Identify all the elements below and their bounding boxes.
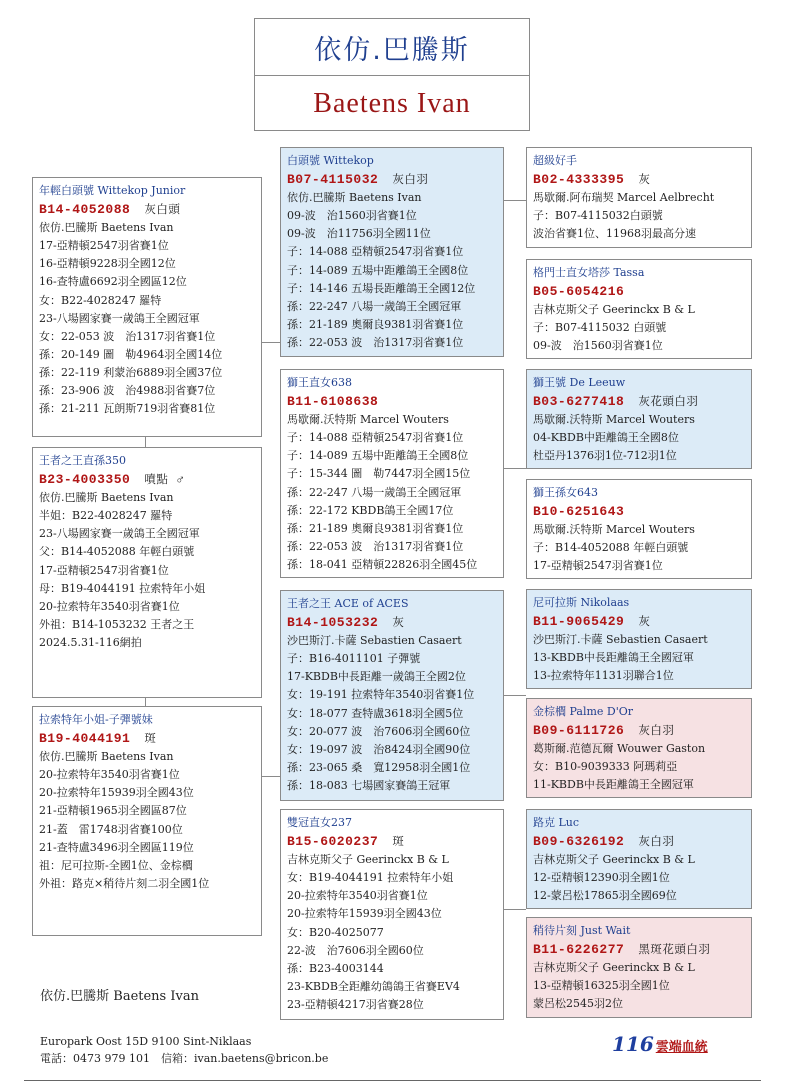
info-line: 13-亞精頓16325羽全國1位 bbox=[533, 979, 670, 993]
bird-color: 黑斑花頭白羽 bbox=[638, 942, 711, 957]
info-line: 孫：22-053 波 治1317羽省賽1位 bbox=[287, 539, 464, 553]
info-line: 孫：B23-4003144 bbox=[287, 961, 384, 975]
logo-text: 雲端血統 bbox=[655, 1040, 708, 1055]
owner-name: 依仿.巴騰斯 Baetens Ivan bbox=[40, 989, 199, 1004]
footer-contact bbox=[40, 1033, 328, 1067]
brand-logo bbox=[612, 1032, 708, 1056]
bird-color: 斑 bbox=[144, 731, 157, 746]
info-line: 依仿.巴騰斯 Baetens Ivan bbox=[39, 221, 174, 235]
info-line: 半姐：B22-4028247 羅特 bbox=[39, 509, 173, 523]
connector-dd-parents bbox=[504, 909, 526, 910]
info-line: 20-拉索特年15939羽全國43位 bbox=[39, 786, 194, 800]
info-line: 馬歇爾.沃特斯 Marcel Wouters bbox=[533, 523, 695, 537]
bird-color: 灰白羽 bbox=[638, 834, 675, 849]
pedigree-dsd-box bbox=[526, 698, 752, 798]
info-line: 2024.5.31-116網拍 bbox=[39, 635, 142, 649]
info-line: 女：18-077 查特盧3618羽全國5位 bbox=[287, 706, 464, 720]
info-line: 孫：23-065 桑 寬12958羽全國1位 bbox=[287, 760, 471, 774]
info-line: 波治省賽1位、11968羽最高分速 bbox=[533, 227, 696, 241]
ring-number: B19-4044191 bbox=[39, 731, 131, 747]
bird-name: 獅王直女638 bbox=[287, 376, 352, 389]
bird-name: 超級好手 bbox=[533, 154, 577, 167]
pedigree-sds-box bbox=[526, 369, 752, 469]
info-line: 外祖：路克×稍待片刻二羽全國1位 bbox=[39, 876, 210, 890]
pedigree-dam-dam-box bbox=[280, 809, 504, 1020]
bird-name: 王者之王 ACE of ACES bbox=[287, 597, 409, 610]
bird-color: 斑 bbox=[392, 834, 405, 849]
ring-number: B09-6111726 bbox=[533, 723, 625, 739]
info-line: 子：B14-4052088 年輕白頭號 bbox=[533, 541, 689, 555]
info-line: 子：B07-4115032 白頭號 bbox=[533, 321, 667, 335]
ring-number: B09-6326192 bbox=[533, 834, 625, 850]
info-line: 子：15-344 圖 勒7447羽全國15位 bbox=[287, 467, 471, 481]
ring-number: B11-6108638 bbox=[287, 394, 379, 410]
info-line: 23-KBDB全距離幼鴿鴿王省賽EV4 bbox=[287, 979, 460, 993]
info-line: 09-波 治11756羽全國11位 bbox=[287, 227, 431, 241]
pedigree-dam-sire-box bbox=[280, 590, 504, 801]
logo-number: 116 bbox=[612, 1032, 654, 1056]
title-box bbox=[254, 18, 530, 131]
info-line: 17-KBDB中長距離一歲鴿王全國2位 bbox=[287, 670, 466, 684]
info-line: 祖：尼可拉斯-全國1位、金棕櫚 bbox=[39, 858, 193, 872]
info-line: 杜亞丹1376羽1位-712羽1位 bbox=[533, 449, 677, 463]
bird-color: 灰 bbox=[638, 172, 651, 187]
bird-color: 灰白頭 bbox=[144, 202, 181, 217]
pedigree-ssd-box bbox=[526, 259, 752, 359]
info-line: 沙巴斯汀.卡薩 Sebastien Casaert bbox=[287, 634, 462, 648]
info-line: 17-亞精頓2547羽省賽1位 bbox=[39, 239, 169, 253]
ring-number: B15-6020237 bbox=[287, 834, 379, 850]
info-line: 21-查特盧3496羽全國區119位 bbox=[39, 840, 194, 854]
info-line: 女：19-097 波 治8424羽全國90位 bbox=[287, 742, 471, 756]
pedigree-dam-box bbox=[32, 706, 262, 936]
ring-number: B14-1053232 bbox=[287, 615, 379, 631]
info-line: 孫：22-172 KBDB鴿王全國17位 bbox=[287, 503, 454, 517]
ring-number: B11-9065429 bbox=[533, 614, 625, 630]
info-line: 子：14-146 五場長距離鴿王全國12位 bbox=[287, 281, 476, 295]
info-line: 04-KBDB中距離鴿王全國8位 bbox=[533, 431, 679, 445]
info-line: 13-拉索特年1131羽聯合1位 bbox=[533, 669, 674, 683]
info-line: 23-八場國家賽一歲鴿王全國冠軍 bbox=[39, 311, 200, 325]
info-line: 16-查特盧6692羽全國區12位 bbox=[39, 275, 187, 289]
bird-color: 灰花頭白羽 bbox=[638, 394, 699, 409]
connector-sd-parents bbox=[504, 468, 526, 469]
info-line: 外祖：B14-1053232 王者之王 bbox=[39, 617, 195, 631]
ring-number: B11-6226277 bbox=[533, 942, 625, 958]
info-line: 17-亞精頓2547羽省賽1位 bbox=[39, 563, 169, 577]
bird-name: 白頭號 Wittekop bbox=[287, 154, 374, 167]
info-line: 吉林克斯父子 Geerinckx B & L bbox=[287, 853, 449, 867]
pedigree-dds-box bbox=[526, 809, 752, 909]
pedigree-ddd-box bbox=[526, 917, 752, 1018]
info-line: 子：14-089 五場中距離鴿王全國8位 bbox=[287, 263, 469, 277]
info-line: 子：B07-4115032白頭號 bbox=[533, 209, 663, 223]
connector-ds-parents bbox=[504, 695, 526, 696]
info-line: 孫：21-189 奧爾良9381羽省賽1位 bbox=[287, 317, 464, 331]
bird-color: 噴點 bbox=[144, 472, 169, 487]
bird-color: 灰白羽 bbox=[638, 723, 675, 738]
info-line: 依仿.巴騰斯 Baetens Ivan bbox=[287, 191, 422, 205]
info-line: 孫：18-083 七場國家賽鴿王冠軍 bbox=[287, 778, 451, 792]
info-line: 依仿.巴騰斯 Baetens Ivan bbox=[39, 491, 174, 505]
info-line: 女：22-053 波 治1317羽省賽1位 bbox=[39, 329, 216, 343]
bird-name: 尼可拉斯 Nikolaas bbox=[533, 596, 630, 609]
info-line: 孫：21-211 瓦朗斯719羽省賽81位 bbox=[39, 402, 216, 416]
ring-number: B02-4333395 bbox=[533, 172, 625, 188]
info-line: 13-KBDB中長距離鴿王全國冠軍 bbox=[533, 651, 694, 665]
info-line: 母：B19-4044191 拉索特年小姐 bbox=[39, 581, 206, 595]
bird-name: 獅王孫女643 bbox=[533, 486, 598, 499]
info-line: 女：B19-4044191 拉索特年小姐 bbox=[287, 871, 454, 885]
info-line: 20-拉索特年3540羽省賽1位 bbox=[39, 599, 180, 613]
info-line: 21-亞精頓1965羽全國區87位 bbox=[39, 804, 187, 818]
pedigree-mate-box bbox=[32, 447, 262, 698]
bird-name: 獅王號 De Leeuw bbox=[533, 376, 626, 389]
info-line: 12-亞精頓12390羽全國1位 bbox=[533, 871, 670, 885]
info-line: 孫：20-149 圖 勒4964羽全國14位 bbox=[39, 347, 223, 361]
info-line: 子：14-088 亞精頓2547羽省賽1位 bbox=[287, 245, 464, 259]
info-line: 09-波 治1560羽省賽1位 bbox=[287, 209, 417, 223]
pedigree-sire-dam-box bbox=[280, 369, 504, 578]
pedigree-dss-box bbox=[526, 589, 752, 689]
bottom-divider bbox=[24, 1080, 761, 1081]
ring-number: B03-6277418 bbox=[533, 394, 625, 410]
connector-subject-parents bbox=[262, 342, 280, 343]
bird-color: 灰白羽 bbox=[392, 172, 429, 187]
connector-ss-parents bbox=[504, 200, 526, 201]
bird-name: 年輕白頭號 Wittekop Junior bbox=[39, 184, 186, 197]
info-line: 葛斯爾.范德瓦爾 Wouwer Gaston bbox=[533, 742, 706, 756]
bird-name: 王者之王直孫350 bbox=[39, 454, 126, 467]
info-line: 20-拉索特年3540羽省賽1位 bbox=[39, 768, 180, 782]
info-line: 孫：23-906 波 治4988羽省賽7位 bbox=[39, 384, 216, 398]
bird-color: 灰 bbox=[392, 615, 405, 630]
footer-phone-email: 電話：0473 979 101 信箱：ivan.baetens@bricon.be bbox=[40, 1052, 329, 1065]
info-line: 吉林克斯父子 Geerinckx B & L bbox=[533, 853, 695, 867]
info-line: 馬歇爾.沃特斯 Marcel Wouters bbox=[533, 413, 695, 427]
info-line: 17-亞精頓2547羽省賽1位 bbox=[533, 559, 663, 573]
connector-mate-dam bbox=[145, 698, 146, 706]
bird-name: 路克 Luc bbox=[533, 816, 580, 829]
ring-number: B07-4115032 bbox=[287, 172, 379, 188]
info-line: 女：B10-9039333 阿瑪莉亞 bbox=[533, 760, 678, 774]
bird-color: 灰 bbox=[638, 614, 651, 629]
bird-name: 金棕櫚 Palme D'Or bbox=[533, 705, 634, 718]
info-line: 22-波 治7606羽全國60位 bbox=[287, 943, 424, 957]
bird-name: 拉索特年小姐-子彈號妹 bbox=[39, 713, 153, 726]
ring-number: B10-6251643 bbox=[533, 504, 625, 520]
info-line: 依仿.巴騰斯 Baetens Ivan bbox=[39, 750, 174, 764]
ring-number: B23-4003350 bbox=[39, 472, 131, 488]
pedigree-subject-box bbox=[32, 177, 262, 437]
info-line: 子：14-089 五場中距離鴿王全國8位 bbox=[287, 449, 469, 463]
title-english: Baetens Ivan bbox=[313, 87, 471, 119]
info-line: 子：B16-4011101 子彈號 bbox=[287, 652, 421, 666]
info-line: 09-波 治1560羽省賽1位 bbox=[533, 339, 663, 353]
pedigree-sire-sire-box bbox=[280, 147, 504, 357]
info-line: 21-蓋 雷1748羽省賽100位 bbox=[39, 822, 183, 836]
bird-name: 雙冠直女237 bbox=[287, 816, 352, 829]
info-line: 沙巴斯汀.卡薩 Sebastien Casaert bbox=[533, 633, 708, 647]
info-line: 20-拉索特年3540羽省賽1位 bbox=[287, 889, 428, 903]
info-line: 20-拉索特年15939羽全國43位 bbox=[287, 907, 442, 921]
info-line: 16-亞精頓9228羽全國12位 bbox=[39, 257, 176, 271]
info-line: 23-亞精頓4217羽省賽28位 bbox=[287, 997, 424, 1011]
title-chinese: 依仿.巴騰斯 bbox=[314, 34, 470, 66]
info-line: 女：B20-4025077 bbox=[287, 925, 384, 939]
pedigree-sdd-box bbox=[526, 479, 752, 579]
info-line: 女：19-191 拉索特年3540羽省賽1位 bbox=[287, 688, 475, 702]
info-line: 蒙呂松2545羽2位 bbox=[533, 997, 623, 1011]
info-line: 孫：22-053 波 治1317羽省賽1位 bbox=[287, 335, 464, 349]
info-line: 吉林克斯父子 Geerinckx B & L bbox=[533, 961, 695, 975]
ring-number: B14-4052088 bbox=[39, 202, 131, 218]
info-line: 女：20-077 波 治7606羽全國60位 bbox=[287, 724, 471, 738]
info-line: 孫：22-119 利蒙治6889羽全國37位 bbox=[39, 365, 223, 379]
connector-subject-mate bbox=[145, 437, 146, 447]
info-line: 孫：22-247 八場一歲鴿王全國冠軍 bbox=[287, 485, 462, 499]
info-line: 12-蒙呂松17865羽全國69位 bbox=[533, 889, 677, 903]
bird-name: 稍待片刻 Just Wait bbox=[533, 924, 631, 937]
ring-number: B05-6054216 bbox=[533, 284, 625, 300]
info-line: 孫：21-189 奧爾良9381羽省賽1位 bbox=[287, 521, 464, 535]
info-line: 吉林克斯父子 Geerinckx B & L bbox=[533, 303, 695, 317]
info-line: 孫：22-247 八場一歲鴿王全國冠軍 bbox=[287, 299, 462, 313]
male-sex-icon: ♂ bbox=[176, 472, 185, 488]
pedigree-sss-box bbox=[526, 147, 752, 248]
info-line: 馬歇爾.阿布瑞契 Marcel Aelbrecht bbox=[533, 191, 715, 205]
info-line: 11-KBDB中長距離鴿王全國冠軍 bbox=[533, 778, 694, 792]
info-line: 孫：18-041 亞精頓22826羽全國45位 bbox=[287, 557, 478, 571]
info-line: 馬歇爾.沃特斯 Marcel Wouters bbox=[287, 413, 449, 427]
footer-address: Europark Oost 15D 9100 Sint-Niklaas bbox=[40, 1035, 252, 1048]
info-line: 23-八場國家賽一歲鴿王全國冠軍 bbox=[39, 527, 200, 541]
bird-name: 格門士直女塔莎 Tassa bbox=[533, 266, 645, 279]
info-line: 女：B22-4028247 羅特 bbox=[39, 293, 162, 307]
info-line: 父：B14-4052088 年輕白頭號 bbox=[39, 545, 195, 559]
connector-dam-parents bbox=[262, 776, 280, 777]
info-line: 子：14-088 亞精頓2547羽省賽1位 bbox=[287, 431, 464, 445]
